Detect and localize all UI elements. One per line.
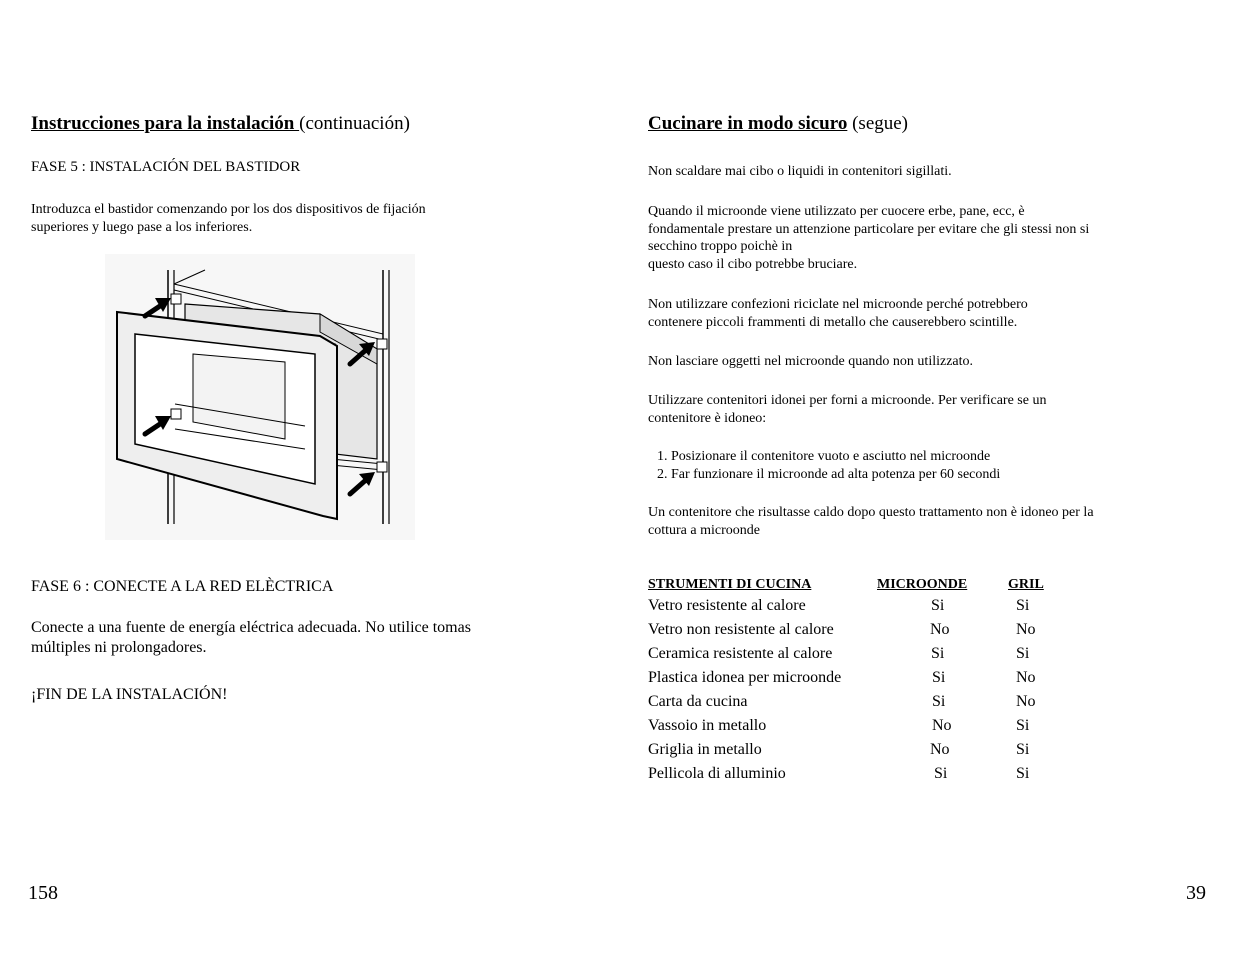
row-grill: Si (1016, 741, 1030, 758)
table-row (648, 645, 1068, 669)
safety-paragraph (648, 203, 1208, 273)
safety-paragraph: Non scaldare mai cibo o liquidi in contenitori sigillati. (648, 164, 952, 179)
page-number-right: 39 (1186, 882, 1206, 904)
step6-text-line: múltiples ni prolongadores. (31, 639, 207, 656)
row-microwave: No (932, 717, 952, 734)
safety-paragraph: Non lasciare oggetti nel microonde quando non utilizzato. (648, 354, 974, 369)
step6-title: FASE 6 : CONECTE A LA RED ELÈCTRICA (31, 578, 334, 595)
paragraph-line: questo caso il cibo potrebbe bruciare. (648, 256, 858, 272)
row-item: Vassoio in metallo (648, 717, 767, 734)
left-page-heading (31, 113, 410, 135)
row-microwave: No (930, 741, 950, 758)
row-grill: Si (1016, 765, 1030, 782)
paragraph-line: secchino troppo poichè in (648, 239, 793, 254)
step5-text-line: Introduzca el bastidor comenzando por los dos dispositivos de fijación (31, 202, 426, 217)
row-grill: Si (1016, 597, 1030, 614)
step6-text (31, 618, 531, 658)
row-item: Carta da cucina (648, 693, 748, 710)
row-microwave: Si (934, 765, 948, 782)
paragraph-line: cottura a microonde (648, 522, 760, 538)
row-item: Vetro resistente al calore (648, 597, 806, 614)
row-microwave: Si (932, 669, 946, 686)
row-grill: No (1016, 621, 1036, 638)
column-header: MICROONDE (877, 577, 968, 592)
table-row (648, 717, 1068, 741)
paragraph-line: contenitore è idoneo: (648, 410, 767, 426)
table-row (648, 597, 1068, 621)
table-row (648, 693, 1068, 717)
column-header: GRIL (1008, 577, 1044, 592)
row-item: Ceramica resistente al calore (648, 645, 833, 662)
paragraph-line: Non utilizzare confezioni riciclate nel microonde perché potrebbero (648, 297, 1028, 312)
paragraph-line: Quando il microonde viene utilizzato per cuocere erbe, pane, ecc, è (648, 204, 1025, 219)
table-row (648, 621, 1068, 645)
paragraph-line: Utilizzare contenitori idonei per forni a microonde. Per verificare se un (648, 393, 1047, 408)
page-number-left: 158 (28, 882, 58, 904)
row-grill: Si (1016, 645, 1030, 662)
table-row (648, 741, 1068, 765)
row-microwave: Si (932, 693, 946, 710)
paragraph-line: fondamentale prestare un attenzione particolare per evitare che gli stessi non si (648, 221, 1090, 237)
table-body (648, 597, 1068, 789)
safety-paragraph (648, 296, 1208, 331)
paragraph-line: contenere piccoli frammenti di metallo che causerebbero scintille. (648, 314, 1018, 330)
list-item: 2. Far funzionare il microonde ad alta potenza per 60 secondi (671, 466, 1208, 484)
paragraph-line: Un contenitore che risultasse caldo dopo questo trattamento non è idoneo per la (648, 505, 1094, 520)
safety-paragraph (648, 392, 1208, 427)
safety-paragraph (648, 504, 1208, 539)
step6-text-line: Conecte a una fuente de energía eléctrica adecuada. No utilice tomas (31, 619, 471, 636)
table-row (648, 765, 1068, 789)
row-item: Griglia in metallo (648, 741, 762, 758)
list-item: 1. Posizionare il contenitore vuoto e asciutto nel microonde (671, 448, 1208, 466)
left-heading-bold: Instrucciones para la instalación (31, 113, 300, 134)
right-page-heading (648, 113, 908, 135)
column-header: STRUMENTI DI CUCINA (648, 577, 812, 592)
left-heading-rest: (continuación) (299, 113, 410, 134)
right-heading-bold: Cucinare in modo sicuro (648, 113, 848, 134)
step5-text (31, 201, 531, 236)
row-item: Vetro non resistente al calore (648, 621, 834, 638)
row-grill: Si (1016, 717, 1030, 734)
cookware-table (648, 577, 1068, 789)
row-item: Plastica idonea per microonde (648, 669, 842, 686)
row-microwave: Si (931, 645, 945, 662)
frame-installation-illustration (105, 254, 415, 540)
right-heading-rest: (segue) (847, 113, 909, 134)
table-header-row (648, 577, 1068, 597)
row-microwave: No (930, 621, 950, 638)
row-grill: No (1016, 669, 1036, 686)
end-of-installation: ¡FIN DE LA INSTALACIÓN! (31, 686, 228, 703)
row-item: Pellicola di alluminio (648, 765, 786, 782)
row-microwave: Si (931, 597, 945, 614)
step5-title: FASE 5 : INSTALACIÓN DEL BASTIDOR (31, 159, 301, 175)
step5-text-line: superiores y luego pase a los inferiores. (31, 219, 253, 235)
container-test-steps (648, 448, 1208, 484)
row-grill: No (1016, 693, 1036, 710)
table-row (648, 669, 1068, 693)
